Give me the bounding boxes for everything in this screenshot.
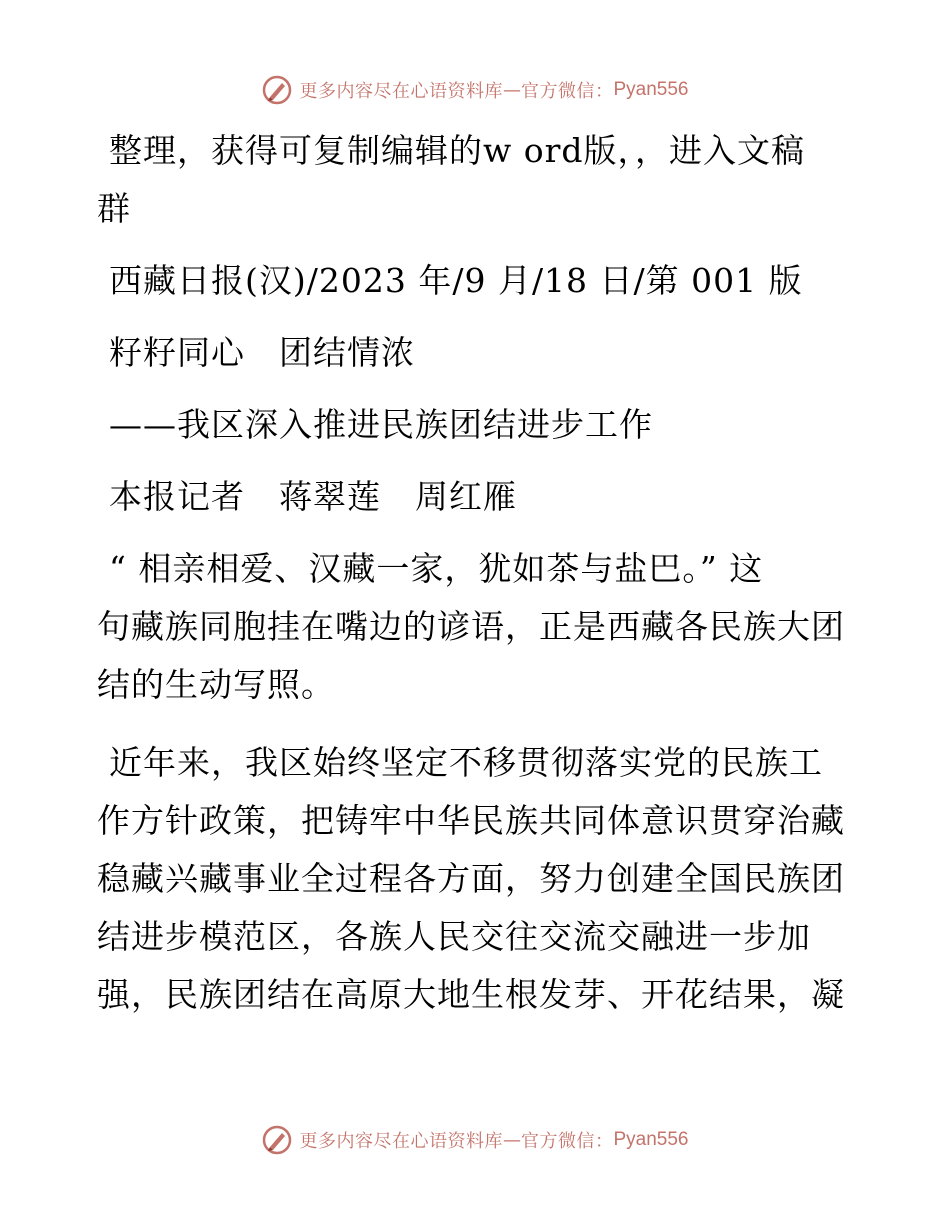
pen-logo-icon	[261, 1124, 293, 1156]
paragraph-1-line-3: 结的生动写照。	[97, 665, 335, 704]
paragraph-2-line-1: 近年来，我区始终坚定不移贯彻落实党的民族工	[109, 743, 823, 782]
source-line: 西藏日报(汉)/2023 年/9 月/18 日/第 001 版	[109, 261, 803, 300]
document-body	[97, 122, 857, 1024]
article-title: 籽籽同心 团结情浓	[109, 333, 415, 372]
watermark-wechat-id: Pyan556	[613, 79, 689, 100]
paragraph-2-line-5: 强，民族团结在高原大地生根发芽、开花结果，凝	[97, 975, 845, 1014]
watermark-separator: —	[502, 79, 521, 101]
pen-logo-icon	[261, 74, 293, 106]
paragraph-2-line-2: 作方针政策，把铸牢中华民族共同体意识贯穿治藏	[97, 801, 845, 840]
article-subtitle: ——我区深入推进民族团结进步工作	[109, 405, 653, 444]
footer-watermark	[0, 1120, 950, 1160]
watermark-label: 官方微信：	[520, 81, 614, 102]
watermark-brand-text: 更多内容尽在心语资料库	[299, 81, 503, 102]
watermark-wechat-id: Pyan556	[613, 1129, 689, 1150]
watermark-separator: —	[502, 1129, 521, 1151]
paragraph-2-line-3: 稳藏兴藏事业全过程各方面，努力创建全国民族团	[97, 859, 845, 898]
note-line-1: 整理，获得可复制编辑的w ord版，，进入文稿	[109, 131, 806, 170]
note-line-2: 群	[97, 189, 131, 228]
paragraph-2-line-4: 结进步模范区，各族人民交往交流交融进一步加	[97, 917, 811, 956]
header-watermark	[0, 70, 950, 110]
paragraph-1-line-1: “ 相亲相爱、汉藏一家，犹如茶与盐巴。” 这	[109, 549, 764, 588]
watermark-brand-text: 更多内容尽在心语资料库	[299, 1131, 503, 1152]
byline: 本报记者 蒋翠莲 周红雁	[109, 477, 517, 516]
paragraph-1-line-2: 句藏族同胞挂在嘴边的谚语，正是西藏各民族大团	[97, 607, 845, 646]
watermark-label: 官方微信：	[520, 1131, 614, 1152]
